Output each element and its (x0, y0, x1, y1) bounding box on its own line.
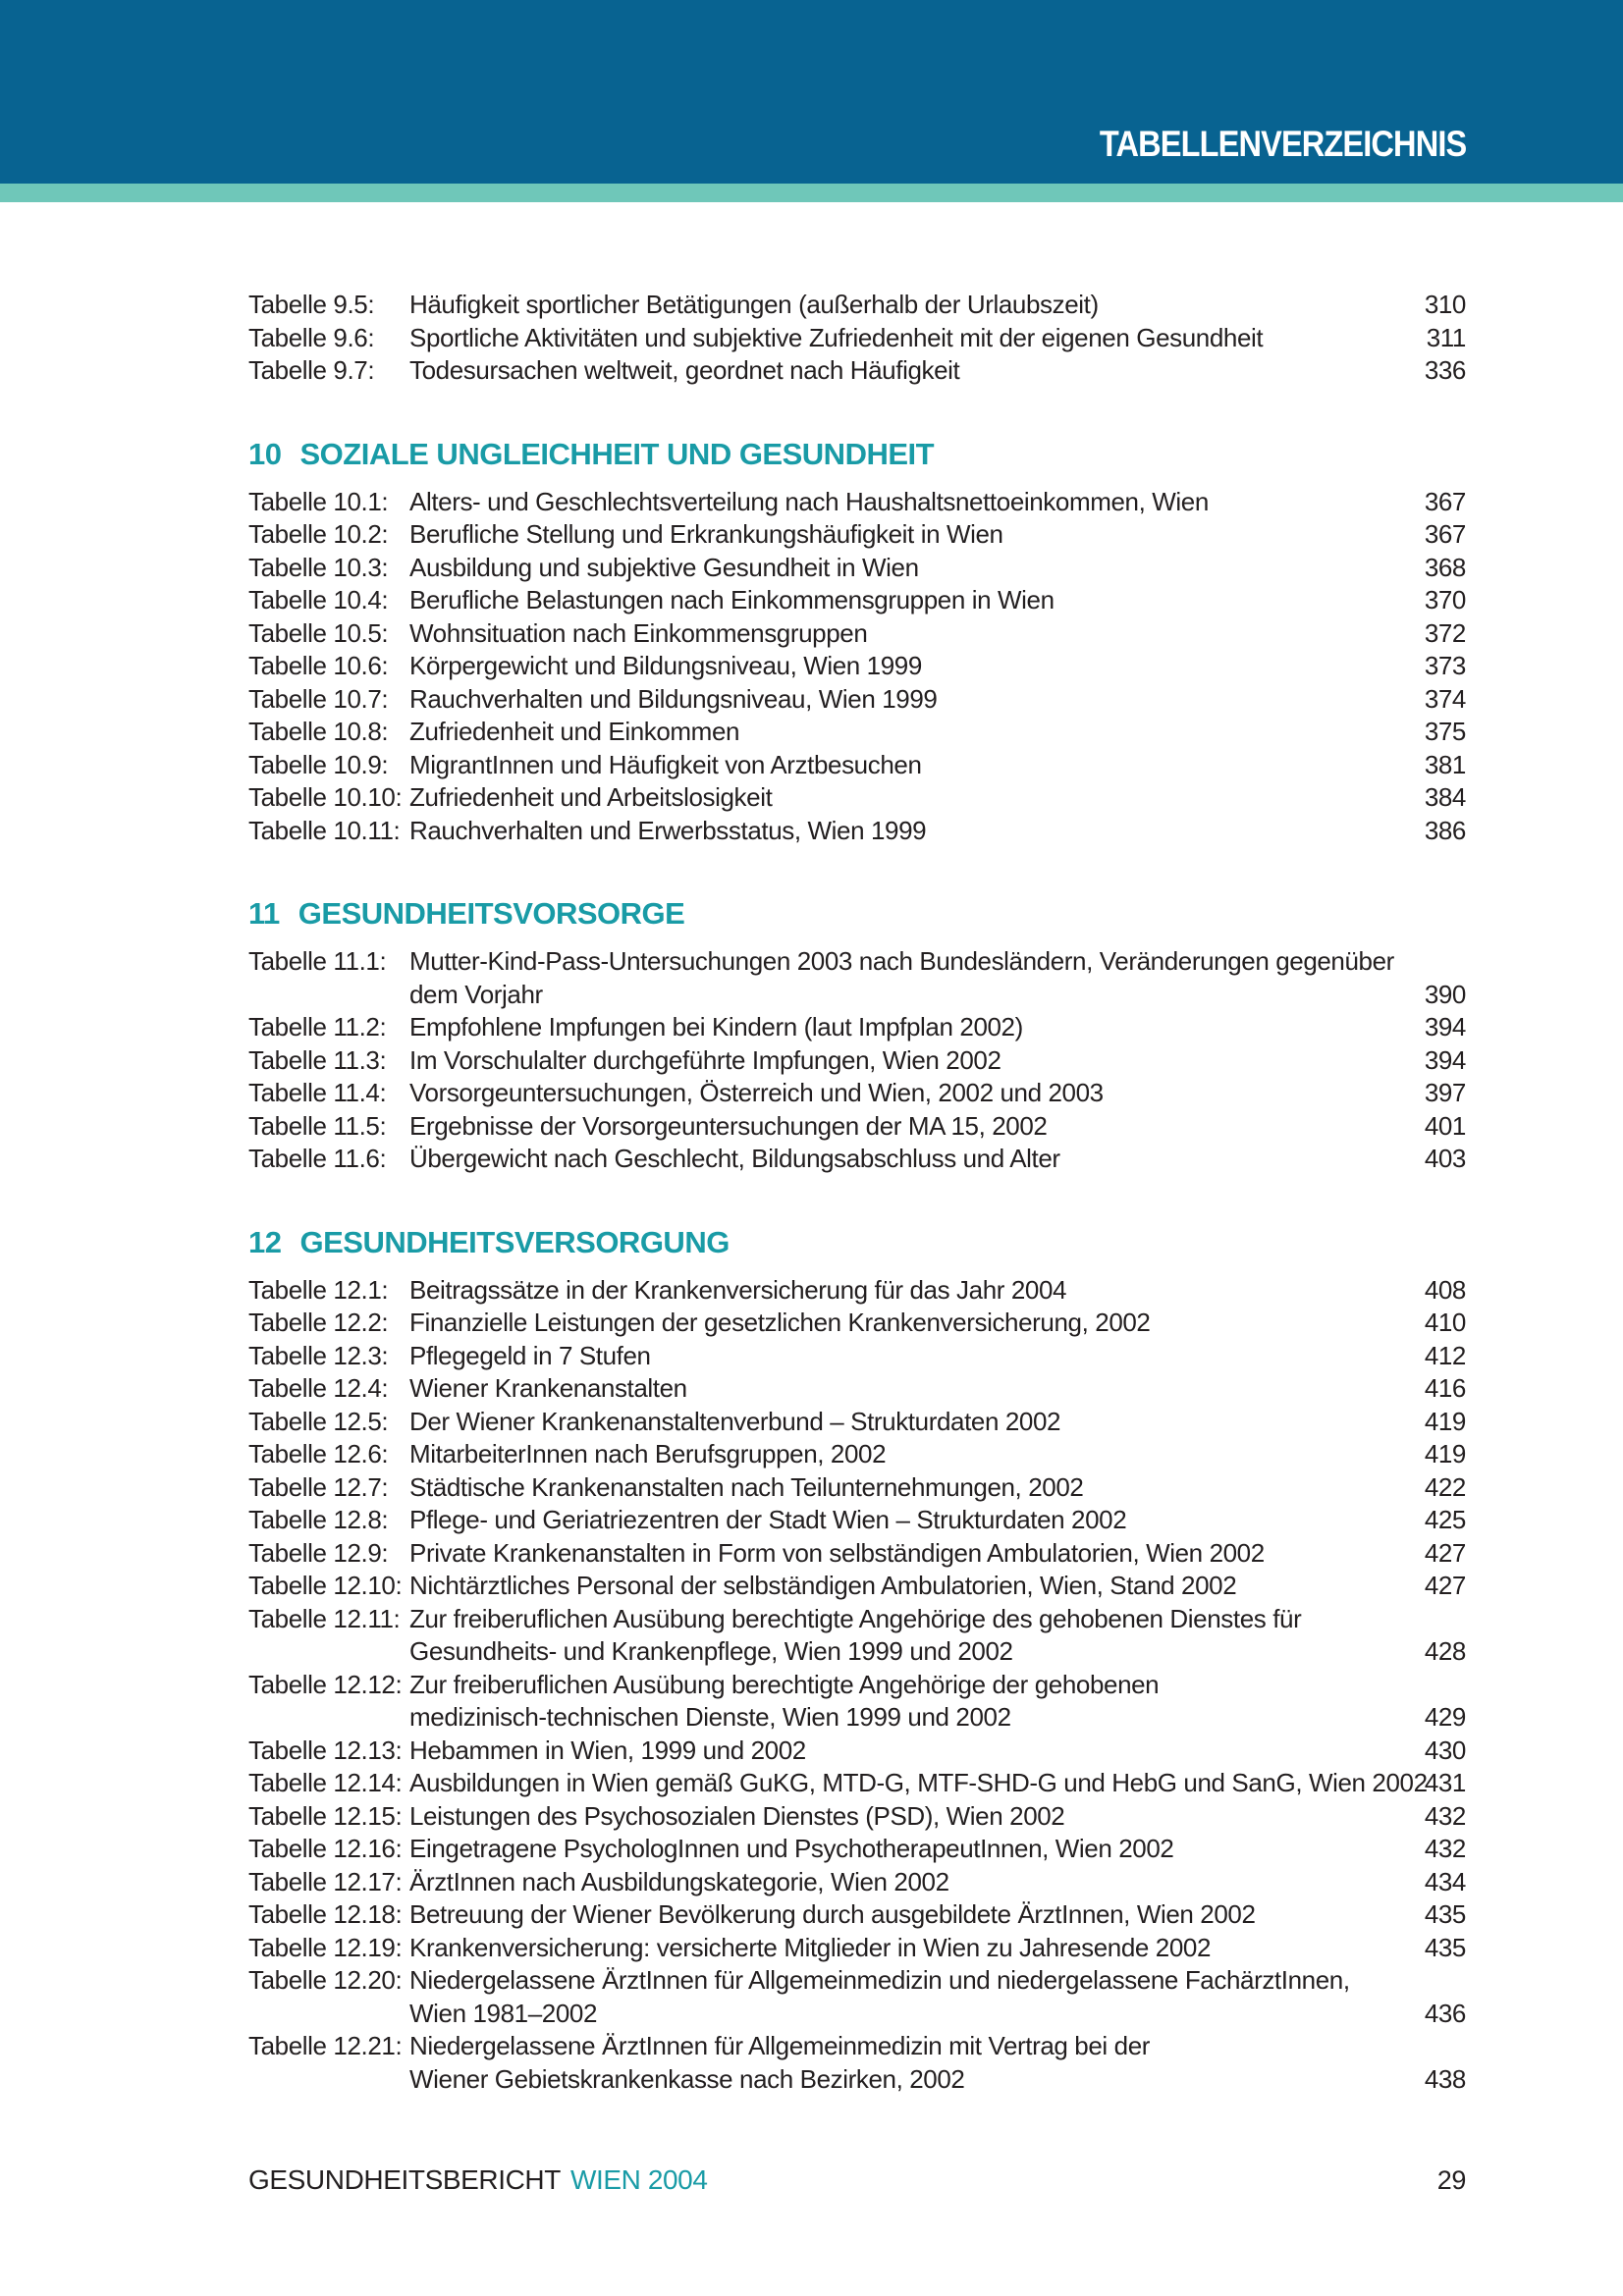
entry-description (409, 584, 1397, 617)
entry-description (409, 354, 1397, 388)
entry-line: Rauchverhalten und Erwerbsstatus, Wien 1999 (409, 815, 927, 845)
entry-page: 438 (1424, 2063, 1466, 2094)
toc-entry (248, 1143, 1466, 1176)
entry-page: 381 (1424, 749, 1466, 779)
toc-entry (248, 815, 1466, 848)
entry-description (409, 1964, 1397, 2030)
entry-line: Zur freiberuflichen Ausübung berechtigte Angehörige der gehobenen (409, 1669, 1160, 1699)
entry-description (409, 650, 1397, 683)
entry-line: ÄrztInnen nach Ausbildungskategorie, Wien 2002 (409, 1866, 949, 1896)
entry-label: Tabelle 10.11: (248, 815, 401, 845)
entry-description (409, 322, 1397, 355)
entry-line: Finanzielle Leistungen der gesetzlichen Krankenversicherung, 2002 (409, 1308, 1151, 1337)
entry-description (409, 1044, 1397, 1078)
entry-page: 375 (1424, 717, 1466, 746)
section-entries (248, 486, 1466, 848)
entry-line: Ausbildung und subjektive Gesundheit in Wien (409, 552, 919, 582)
entry-page: 434 (1424, 1866, 1466, 1896)
entry-label: Tabelle 12.16: (248, 1834, 403, 1863)
entry-description (409, 1767, 1428, 1800)
entry-description (409, 749, 1397, 782)
toc-entry (248, 1669, 1466, 1735)
entry-description (409, 1077, 1397, 1110)
toc-entry (248, 1110, 1466, 1144)
entry-page: 390 (1424, 979, 1466, 1009)
entry-page: 374 (1424, 683, 1466, 714)
entry-line: Mutter-Kind-Pass-Untersuchungen 2003 nach Bundesländern, Veränderungen gegenüber (409, 946, 1394, 976)
entry-description (409, 716, 1397, 749)
toc-entry (248, 1964, 1466, 2030)
entry-description (409, 289, 1397, 322)
entry-description (409, 1372, 1397, 1406)
entry-line: dem Vorjahr (409, 979, 543, 1009)
entry-description (409, 1406, 1397, 1439)
entry-line: Übergewicht nach Geschlecht, Bildungsabschluss und Alter (409, 1144, 1060, 1173)
entry-line: Krankenversicherung: versicherte Mitglieder in Wien zu Jahresende 2002 (409, 1932, 1211, 1962)
entry-description (409, 552, 1397, 585)
entry-page: 432 (1424, 1800, 1466, 1831)
page-title: TABELLENVERZEICHNIS (1099, 124, 1466, 164)
entry-label: Tabelle 12.7: (248, 1471, 389, 1502)
section-heading (248, 896, 1466, 932)
entry-label: Tabelle 11.5: (248, 1110, 387, 1141)
entry-page: 384 (1424, 782, 1466, 812)
entry-page: 427 (1424, 1537, 1466, 1568)
entry-line: Berufliche Belastungen nach Einkommensgruppen in Wien (409, 585, 1055, 614)
entry-line: Betreuung der Wiener Bevölkerung durch ausgebildete ÄrztInnen, Wien 2002 (409, 1899, 1256, 1929)
toc-section (248, 896, 1466, 1176)
entry-description (409, 1471, 1397, 1505)
toc-entry (248, 945, 1466, 1011)
entry-line: Berufliche Stellung und Erkrankungshäufigkeit in Wien (409, 519, 1003, 549)
entry-label: Tabelle 12.20: (248, 1965, 403, 1995)
entry-description (409, 815, 1397, 848)
entry-label: Tabelle 10.5: (248, 617, 389, 648)
entry-label: Tabelle 12.19: (248, 1932, 403, 1962)
entry-label: Tabelle 12.5: (248, 1406, 389, 1436)
entry-label: Tabelle 11.2: (248, 1012, 387, 1041)
toc-sections (248, 289, 1466, 2096)
toc-entry (248, 1898, 1466, 1932)
page-footer (248, 2163, 1466, 2197)
entry-label: Tabelle 12.4: (248, 1373, 389, 1403)
entry-label: Tabelle 10.9: (248, 749, 389, 779)
toc-entry (248, 289, 1466, 322)
entry-label: Tabelle 12.2: (248, 1308, 389, 1337)
toc-entry (248, 486, 1466, 519)
toc-entry (248, 1307, 1466, 1340)
entry-label: Tabelle 12.6: (248, 1439, 389, 1468)
entry-line: Private Krankenanstalten in Form von selbständigen Ambulatorien, Wien 2002 (409, 1537, 1265, 1568)
toc-section (248, 289, 1466, 388)
entry-label: Tabelle 10.6: (248, 651, 389, 680)
entry-line: Alters- und Geschlechtsverteilung nach Haushaltsnettoeinkommen, Wien (409, 486, 1209, 516)
entry-page: 408 (1424, 1274, 1466, 1305)
entry-page: 394 (1424, 1012, 1466, 1041)
entry-line: Wiener Krankenanstalten (409, 1373, 687, 1403)
entry-page: 367 (1424, 486, 1466, 516)
entry-label: Tabelle 12.11: (248, 1603, 401, 1633)
entry-label: Tabelle 10.4: (248, 585, 389, 614)
toc-entry (248, 1866, 1466, 1899)
entry-label: Tabelle 10.7: (248, 683, 389, 714)
entry-description (409, 1537, 1397, 1571)
entry-description (409, 781, 1397, 815)
toc-entry (248, 683, 1466, 717)
entry-line: Wohnsituation nach Einkommensgruppen (409, 617, 868, 648)
entry-page: 412 (1424, 1340, 1466, 1370)
toc-entry (248, 1011, 1466, 1044)
entry-page: 416 (1424, 1373, 1466, 1403)
section-number: 10 (248, 436, 282, 471)
entry-page: 401 (1424, 1110, 1466, 1141)
entry-description (409, 1800, 1397, 1834)
entry-line: MigrantInnen und Häufigkeit von Arztbesuchen (409, 749, 922, 779)
entry-description (409, 1011, 1397, 1044)
entry-description (409, 1274, 1397, 1308)
entry-description (409, 2030, 1397, 2096)
entry-line: Zur freiberuflichen Ausübung berechtigte Angehörige des gehobenen Dienstes für (409, 1603, 1302, 1633)
entry-line: Leistungen des Psychosozialen Dienstes (PSD), Wien 2002 (409, 1800, 1065, 1831)
entry-page: 425 (1424, 1505, 1466, 1534)
entry-description (409, 617, 1397, 651)
entry-label: Tabelle 12.17: (248, 1866, 403, 1896)
toc-entry (248, 322, 1466, 355)
toc-entry (248, 1767, 1466, 1800)
entry-page: 435 (1424, 1899, 1466, 1929)
entry-description (409, 518, 1397, 552)
toc-entry (248, 1800, 1466, 1834)
entry-label: Tabelle 11.6: (248, 1144, 387, 1173)
entry-description (409, 945, 1397, 1011)
entry-label: Tabelle 12.14: (248, 1768, 403, 1797)
entry-line: Vorsorgeuntersuchungen, Österreich und Wien, 2002 und 2003 (409, 1078, 1104, 1107)
section-heading (248, 1225, 1466, 1260)
entry-description (409, 1735, 1397, 1768)
entry-line: Sportliche Aktivitäten und subjektive Zufriedenheit mit der eigenen Gesundheit (409, 322, 1264, 352)
entry-label: Tabelle 12.21: (248, 2031, 403, 2060)
entry-label: Tabelle 9.7: (248, 355, 375, 385)
toc-entry (248, 1044, 1466, 1078)
entry-description (409, 1932, 1397, 1965)
section-heading (248, 437, 1466, 472)
entry-label: Tabelle 12.15: (248, 1800, 403, 1831)
entry-description (409, 1603, 1397, 1669)
toc-entry (248, 749, 1466, 782)
section-entries (248, 289, 1466, 388)
section-number: 11 (248, 896, 280, 931)
toc-entry (248, 650, 1466, 683)
entry-page: 336 (1424, 355, 1466, 385)
section-title: GESUNDHEITSVORSORGE (298, 896, 685, 931)
toc-entry (248, 1274, 1466, 1308)
entry-line: Pflege- und Geriatriezentren der Stadt Wien – Strukturdaten 2002 (409, 1505, 1127, 1534)
entry-page: 372 (1424, 617, 1466, 648)
entry-label: Tabelle 12.18: (248, 1899, 403, 1929)
entry-line: Gesundheits- und Krankenpflege, Wien 1999 und 2002 (409, 1636, 1013, 1666)
toc-entry (248, 1438, 1466, 1471)
entry-label: Tabelle 12.1: (248, 1274, 389, 1305)
entry-line: Körpergewicht und Bildungsniveau, Wien 1999 (409, 651, 922, 680)
toc-section (248, 1225, 1466, 2097)
toc-entry (248, 354, 1466, 388)
entry-description (409, 1340, 1397, 1373)
entry-line: Zufriedenheit und Einkommen (409, 717, 740, 746)
entry-label: Tabelle 12.13: (248, 1735, 403, 1765)
entry-label: Tabelle 10.10: (248, 782, 403, 812)
entry-description (409, 1833, 1397, 1866)
toc-entry (248, 1932, 1466, 1965)
entry-line: Zufriedenheit und Arbeitslosigkeit (409, 782, 773, 812)
toc-entry (248, 1406, 1466, 1439)
entry-page: 367 (1424, 519, 1466, 549)
entry-line: Pflegegeld in 7 Stufen (409, 1340, 651, 1370)
entry-label: Tabelle 10.1: (248, 486, 389, 516)
entry-description (409, 1898, 1397, 1932)
entry-description (409, 1307, 1397, 1340)
entry-label: Tabelle 12.10: (248, 1571, 403, 1600)
entry-page: 422 (1424, 1471, 1466, 1502)
toc-entry (248, 584, 1466, 617)
entry-line: Beitragssätze in der Krankenversicherung für das Jahr 2004 (409, 1274, 1067, 1305)
content-area (0, 202, 1623, 2096)
entry-description (409, 1110, 1397, 1144)
entry-page: 310 (1424, 290, 1466, 319)
entry-label: Tabelle 10.8: (248, 717, 389, 746)
entry-description (409, 1504, 1397, 1537)
toc-entry (248, 781, 1466, 815)
entry-page: 311 (1426, 322, 1466, 352)
entry-page: 419 (1424, 1406, 1466, 1436)
entry-line: Niedergelassene ÄrztInnen für Allgemeinmedizin und niedergelassene FachärztInnen, (409, 1965, 1350, 1995)
entry-label: Tabelle 12.3: (248, 1340, 389, 1370)
toc-entry (248, 1603, 1466, 1669)
entry-line: Im Vorschulalter durchgeführte Impfungen, Wien 2002 (409, 1044, 1001, 1075)
entry-description (409, 1866, 1397, 1899)
entry-description (409, 1438, 1397, 1471)
toc-entry (248, 1504, 1466, 1537)
entry-description (409, 1143, 1397, 1176)
entry-page: 436 (1424, 1998, 1466, 2028)
entry-label: Tabelle 11.4: (248, 1078, 387, 1107)
entry-line: Todesursachen weltweit, geordnet nach Häufigkeit (409, 355, 960, 385)
entry-page: 430 (1424, 1735, 1466, 1765)
entry-label: Tabelle 12.8: (248, 1505, 389, 1534)
entry-line: MitarbeiterInnen nach Berufsgruppen, 2002 (409, 1439, 887, 1468)
entry-line: Nichtärztliches Personal der selbständigen Ambulatorien, Wien, Stand 2002 (409, 1571, 1237, 1600)
toc-entry (248, 552, 1466, 585)
entry-page: 403 (1424, 1144, 1466, 1173)
entry-label: Tabelle 9.6: (248, 322, 375, 352)
entry-label: Tabelle 10.2: (248, 519, 389, 549)
entry-page: 435 (1424, 1932, 1466, 1962)
toc-entry (248, 2030, 1466, 2096)
entry-description (409, 683, 1397, 717)
entry-line: Wien 1981–2002 (409, 1998, 597, 2028)
toc-entry (248, 617, 1466, 651)
entry-line: Hebammen in Wien, 1999 und 2002 (409, 1735, 806, 1765)
toc-entry (248, 1735, 1466, 1768)
entry-page: 386 (1424, 815, 1466, 845)
entry-page: 397 (1424, 1078, 1466, 1107)
toc-entry (248, 716, 1466, 749)
footer-report-title: GESUNDHEITSBERICHT (248, 2164, 561, 2195)
entry-label: Tabelle 10.3: (248, 552, 389, 582)
entry-page: 431 (1424, 1768, 1466, 1797)
entry-label: Tabelle 9.5: (248, 290, 375, 319)
entry-page: 427 (1424, 1571, 1466, 1600)
entry-page: 368 (1424, 552, 1466, 582)
header-bar (0, 0, 1623, 184)
toc-entry (248, 1833, 1466, 1866)
entry-page: 373 (1424, 651, 1466, 680)
entry-line: Eingetragene PsychologInnen und PsychotherapeutInnen, Wien 2002 (409, 1834, 1174, 1863)
entry-page: 410 (1424, 1308, 1466, 1337)
entry-line: Niedergelassene ÄrztInnen für Allgemeinmedizin mit Vertrag bei der (409, 2031, 1151, 2060)
toc-entry (248, 1471, 1466, 1505)
entry-line: Häufigkeit sportlicher Betätigungen (außerhalb der Urlaubszeit) (409, 290, 1099, 319)
section-number: 12 (248, 1224, 282, 1259)
accent-stripe (0, 184, 1623, 202)
toc-section (248, 437, 1466, 848)
entry-description (409, 1570, 1397, 1603)
entry-description (409, 486, 1397, 519)
entry-description (409, 1669, 1397, 1735)
entry-page: 370 (1424, 585, 1466, 614)
entry-label: Tabelle 11.1: (248, 946, 387, 976)
toc-entry (248, 518, 1466, 552)
footer-report-edition: WIEN 2004 (569, 2164, 708, 2195)
entry-label: Tabelle 12.12: (248, 1669, 403, 1699)
toc-entry (248, 1372, 1466, 1406)
entry-line: Ausbildungen in Wien gemäß GuKG, MTD-G, MTF-SHD-G und HebG und SanG, Wien 2002 (409, 1768, 1428, 1797)
section-title: GESUNDHEITSVERSORGUNG (299, 1224, 730, 1259)
entry-page: 432 (1424, 1834, 1466, 1863)
entry-page: 394 (1424, 1044, 1466, 1075)
section-entries (248, 1274, 1466, 2097)
entry-page: 428 (1424, 1636, 1466, 1666)
footer-page-number: 29 (1436, 2165, 1466, 2195)
toc-entry (248, 1570, 1466, 1603)
entry-line: medizinisch-technischen Dienste, Wien 1999 und 2002 (409, 1702, 1011, 1732)
entry-line: Der Wiener Krankenanstaltenverbund – Strukturdaten 2002 (409, 1406, 1061, 1436)
entry-line: Städtische Krankenanstalten nach Teilunternehmungen, 2002 (409, 1471, 1084, 1502)
toc-entry (248, 1340, 1466, 1373)
toc-entry (248, 1537, 1466, 1571)
entry-line: Ergebnisse der Vorsorgeuntersuchungen der MA 15, 2002 (409, 1110, 1048, 1141)
toc-entry (248, 1077, 1466, 1110)
entry-label: Tabelle 12.9: (248, 1537, 389, 1568)
section-entries (248, 945, 1466, 1176)
entry-line: Empfohlene Impfungen bei Kindern (laut Impfplan 2002) (409, 1012, 1023, 1041)
entry-line: Wiener Gebietskrankenkasse nach Bezirken, 2002 (409, 2063, 965, 2094)
entry-page: 429 (1424, 1702, 1466, 1732)
section-title: SOZIALE UNGLEICHHEIT UND GESUNDHEIT (299, 436, 935, 471)
entry-line: Rauchverhalten und Bildungsniveau, Wien 1999 (409, 683, 938, 714)
entry-page: 419 (1424, 1439, 1466, 1468)
entry-label: Tabelle 11.3: (248, 1044, 387, 1075)
